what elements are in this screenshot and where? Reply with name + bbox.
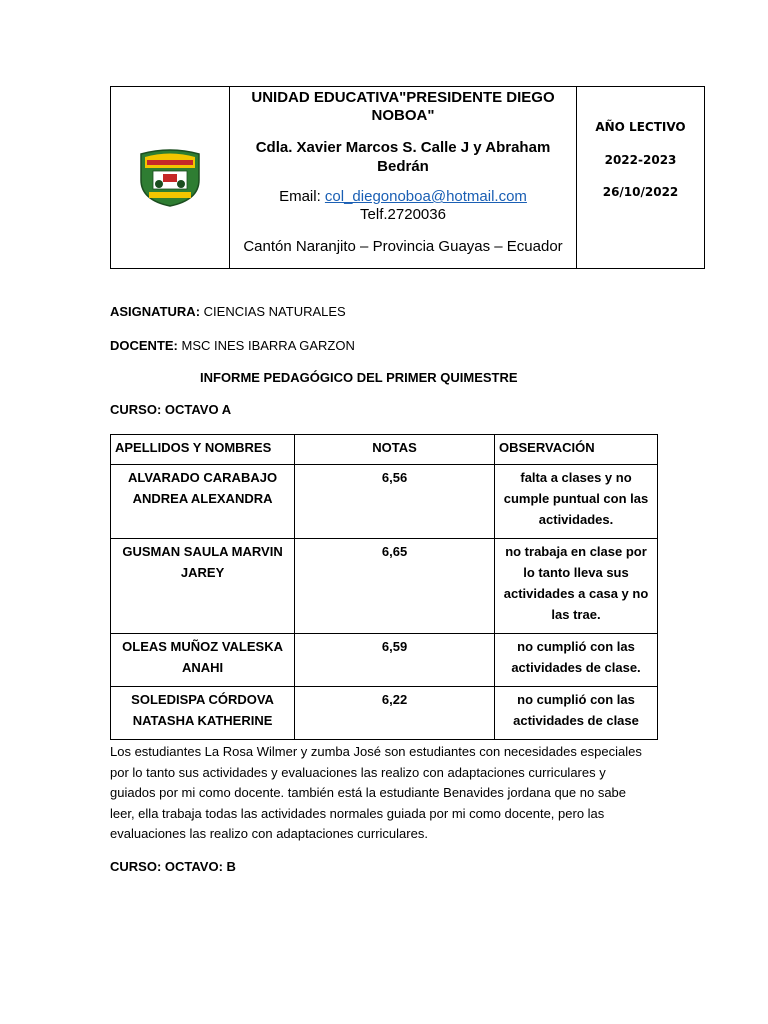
student-grade: 6,59 [295, 634, 495, 687]
school-year-cell [577, 87, 704, 268]
header-observation: OBSERVACIÓN [495, 435, 658, 465]
school-address: Cdla. Xavier Marcos S. Calle J y Abraham Bedrán [255, 139, 551, 175]
school-name: UNIDAD EDUCATIVA"PRESIDENTE DIEGO NOBOA" [251, 89, 555, 124]
subject-value: CIENCIAS NATURALES [203, 304, 346, 319]
school-logo [135, 148, 205, 208]
student-grade: 6,65 [295, 539, 495, 634]
school-logo-cell [111, 87, 230, 268]
table-row [111, 687, 658, 740]
student-observation: falta a clases y no cumple puntual con las actividades. [495, 465, 658, 539]
header-names: APELLIDOS Y NOMBRES [111, 435, 295, 465]
notes-paragraph: Los estudiantes La Rosa Wilmer y zumba José son estudiantes con necesidades especiales por lo tanto sus actividades y evaluaciones las realizo con adaptaciones curriculares y guiados por mi como docente. también está la estudiante Benavides jordana que no sabe leer, ella trabaja todas las actividades normales guiada por mi como docente, pero las evaluaciones las realizo con adaptaciones curriculares. [110, 744, 642, 841]
email-line [230, 188, 576, 206]
course-label: CURSO: OCTAVO A [110, 402, 232, 417]
report-date: 26/10/2022 [602, 185, 679, 199]
table-header-row [111, 435, 658, 465]
student-grade: 6,56 [295, 465, 495, 539]
table-row [111, 465, 658, 539]
table-row [111, 634, 658, 687]
next-course-label: CURSO: OCTAVO: B [110, 859, 236, 874]
subject-label: ASIGNATURA: [110, 304, 201, 319]
school-location: Cantón Naranjito – Provincia Guayas – Ecuador [243, 238, 563, 255]
header-grades: NOTAS [295, 435, 495, 465]
teacher-line [110, 338, 355, 354]
school-phone: Telf.2720036 [360, 206, 446, 223]
email-link[interactable]: col_diegonoboa@hotmail.com [324, 188, 527, 205]
report-title: INFORME PEDAGÓGICO DEL PRIMER QUIMESTRE [200, 370, 518, 385]
student-observation: no trabaja en clase por lo tanto lleva sus actividades a casa y no las trae. [495, 539, 658, 634]
student-name: OLEAS MUÑOZ VALESKA ANAHI [111, 634, 295, 687]
email-label: Email: [279, 188, 325, 205]
student-observation: no cumplió con las actividades de clase [495, 687, 658, 740]
school-info-cell [230, 87, 577, 268]
student-name: ALVARADO CARABAJO ANDREA ALEXANDRA [111, 465, 295, 539]
teacher-value: MSC INES IBARRA GARZON [181, 338, 355, 353]
year-label: AÑO LECTIVO [595, 120, 686, 134]
student-grade: 6,22 [295, 687, 495, 740]
header-table [110, 86, 705, 269]
subject-line [110, 304, 346, 320]
grades-table [110, 434, 658, 740]
student-name: GUSMAN SAULA MARVIN JAREY [111, 539, 295, 634]
teacher-label: DOCENTE: [110, 338, 178, 353]
student-name: SOLEDISPA CÓRDOVA NATASHA KATHERINE [111, 687, 295, 740]
student-observation: no cumplió con las actividades de clase. [495, 634, 658, 687]
year-range: 2022-2023 [604, 153, 677, 167]
table-row [111, 539, 658, 634]
